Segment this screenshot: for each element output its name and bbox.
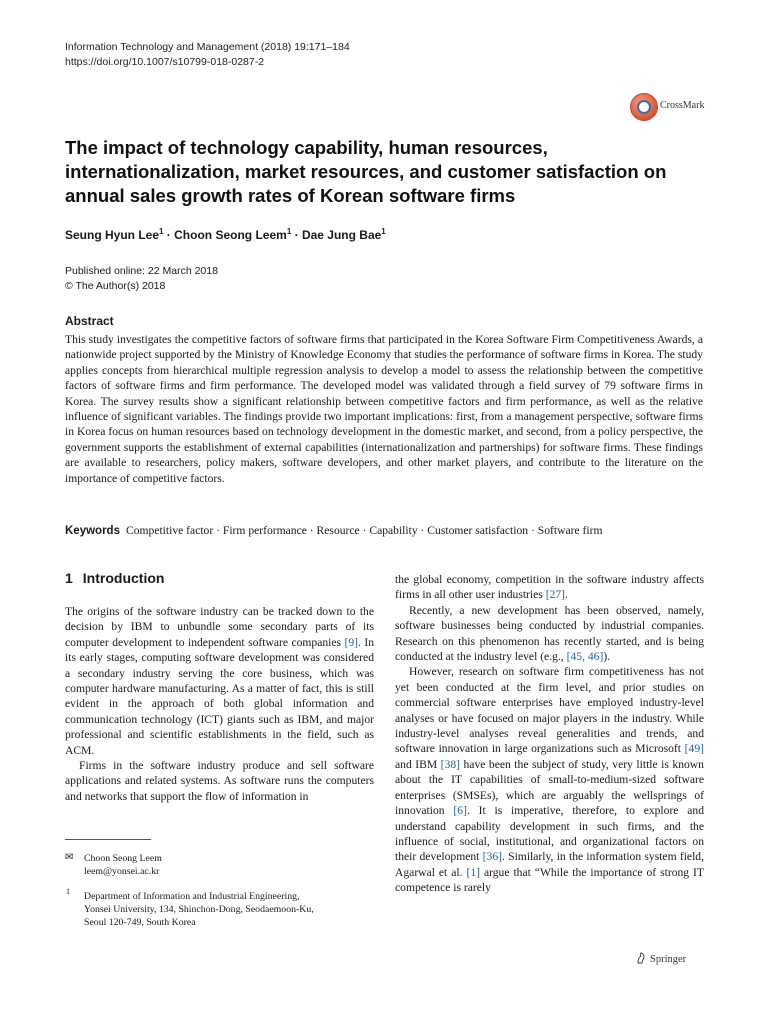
section-heading (65, 570, 164, 586)
abstract-text: This study investigates the competitive factors of software firms that participated in the Korea Software Firm Competitiveness Awards, a nationwide project supported by the Ministry of Knowledge Economy that studies the performance of software firms in Korea. The study applies concepts from hierarchical multiple regression analysis to develop a model to assess the relationship between the competitive factors of software firms and firm performance. The developed model was validated through a field survey of 79 software firms in Korea. The survey results show a significant relationship between competitive factors and firm performance, as well as the relative influence of significant variables. The findings provide two important implications: first, from a management perspective, software firms in Korea focus on human resources based on technology development in the domestic market, and second, from a policy perspective, the government supports the establishment of external capabilities (internationalization and partnerships) for software firms. These findings are available to researchers, policy makers, software developers, and other market players, and contribute to the literature on the importance of competitive factors. (65, 333, 703, 485)
citation-link[interactable]: [36] (482, 850, 502, 864)
affiliation-line: Department of Information and Industrial Engineering, (84, 891, 300, 902)
body-text: argue that “While the importance of strong IT competence is rarely (395, 865, 704, 895)
keywords-list: Competitive factor · Firm performance · Resource · Capability · Customer satisfaction · Software firm (125, 524, 603, 537)
body-text: the global economy, competition in the software industry affects firms in all other user industries (395, 573, 704, 602)
section-number: 1 (65, 570, 73, 586)
body-text: However, research on software firm competitiveness has not yet been conducted at the firm level, and prior studies on commercial software enterprises have employed industry-level analyses or have focused on major players in the industry. While industry-level analyses reveal generalities and trends, and software innovation in large organizations such as Microsoft (395, 665, 704, 756)
body-text: Recently, a new development has been observed, namely, software businesses being conducted by industrial companies. Research on this phenomenon has recently started, and is being conducted at the industry level (e.g., (395, 603, 704, 664)
citation-link[interactable]: [6] (453, 804, 467, 818)
section-title: Introduction (82, 570, 165, 586)
crossmark-icon (630, 93, 658, 121)
corresponding-email[interactable]: leem@yonsei.ac.kr (84, 866, 160, 877)
paragraph (65, 758, 374, 804)
abstract-heading: Abstract (65, 314, 114, 328)
body-text: Firms in the software industry produce and sell software applications and related systems. As software runs the computers and networks that support the flow of information in (65, 759, 374, 803)
author-name: Seung Hyun Lee (65, 228, 160, 242)
springer-horse-icon (636, 952, 646, 964)
author-affiliation-mark: 1 (381, 227, 386, 236)
envelope-icon: ✉ (65, 852, 74, 863)
citation-link[interactable]: [1] (466, 865, 480, 879)
author-list (65, 227, 386, 242)
footnote-divider (65, 839, 151, 840)
body-text: . It is imperative, therefore, to explore and understand capability development in such firms, and the influence of social, institutional, and organizational factors on their development (395, 804, 704, 864)
author-separator: · (163, 228, 175, 242)
citation-link[interactable]: [27] (545, 588, 566, 602)
right-column (395, 572, 704, 896)
body-text: have been the subject of study, very little is known about the IT capabilities of small-to-medium-sized software enterprises (SMSEs), which are arguably the wellsprings of innovation (395, 757, 704, 818)
citation-link[interactable]: [45, 46] (566, 650, 604, 664)
citation-link[interactable]: [49] (684, 742, 704, 756)
affiliation-number: 1 (66, 887, 70, 896)
corresponding-author (84, 852, 162, 878)
citation-link[interactable]: [38] (440, 757, 460, 771)
paragraph (395, 603, 704, 665)
author-name: Dae Jung Bae (301, 228, 382, 242)
copyright: © The Author(s) 2018 (65, 280, 166, 292)
journal-citation: Information Technology and Management (2018) 19:171–184 (65, 41, 350, 53)
paper-title: The impact of technology capability, human resources, internationalization, market resources, and customer satisfaction on annual sales growth rates of Korean software firms (65, 137, 667, 206)
citation-link[interactable]: [9] (344, 635, 358, 649)
body-text: . In its early stages, computing software development was considered a secondary industry serving the core business, which was computer hardware manufacturing. As a matter of fact, this is still evident in the approach of both global information and communication technology (ICT) giants such as IBM, and major professional and scientific establishments in the field, such as ACM. (65, 635, 374, 757)
affiliation (84, 890, 314, 929)
affiliation-line: Yonsei University, 134, Shinchon-Dong, Seodaemoon-Ku, (84, 904, 314, 915)
body-text: . Similarly, in the information system field, Agarwal et al. (395, 850, 704, 879)
paragraph (395, 572, 704, 603)
body-text: . (565, 588, 568, 602)
author-affiliation-mark: 1 (159, 227, 164, 236)
crossmark-label: CrossMark (660, 100, 705, 111)
body-text: and IBM (395, 757, 441, 771)
publisher-logo (636, 952, 686, 965)
keywords (65, 524, 715, 537)
published-date: Published online: 22 March 2018 (65, 265, 218, 277)
keywords-heading: Keywords (65, 525, 120, 537)
body-text: ). (603, 650, 611, 664)
author-affiliation-mark: 1 (286, 227, 292, 236)
paragraph (65, 604, 374, 758)
author-separator: · (291, 228, 302, 242)
publisher-name: Springer (650, 954, 687, 965)
journal-header (65, 40, 350, 70)
crossmark-badge[interactable] (630, 93, 722, 121)
publication-info (65, 264, 218, 294)
affiliation-line: Seoul 120-749, South Korea (84, 917, 196, 928)
left-column (65, 604, 374, 804)
paragraph (395, 664, 704, 895)
corresponding-name: Choon Seong Leem (84, 853, 162, 864)
doi-link[interactable]: https://doi.org/10.1007/s10799-018-0287-2 (65, 56, 265, 68)
body-text: The origins of the software industry can be tracked down to the decision by IBM to unbundle some secondary parts of its computer development to independent software companies (65, 605, 374, 649)
author-name: Choon Seong Leem (174, 228, 287, 242)
